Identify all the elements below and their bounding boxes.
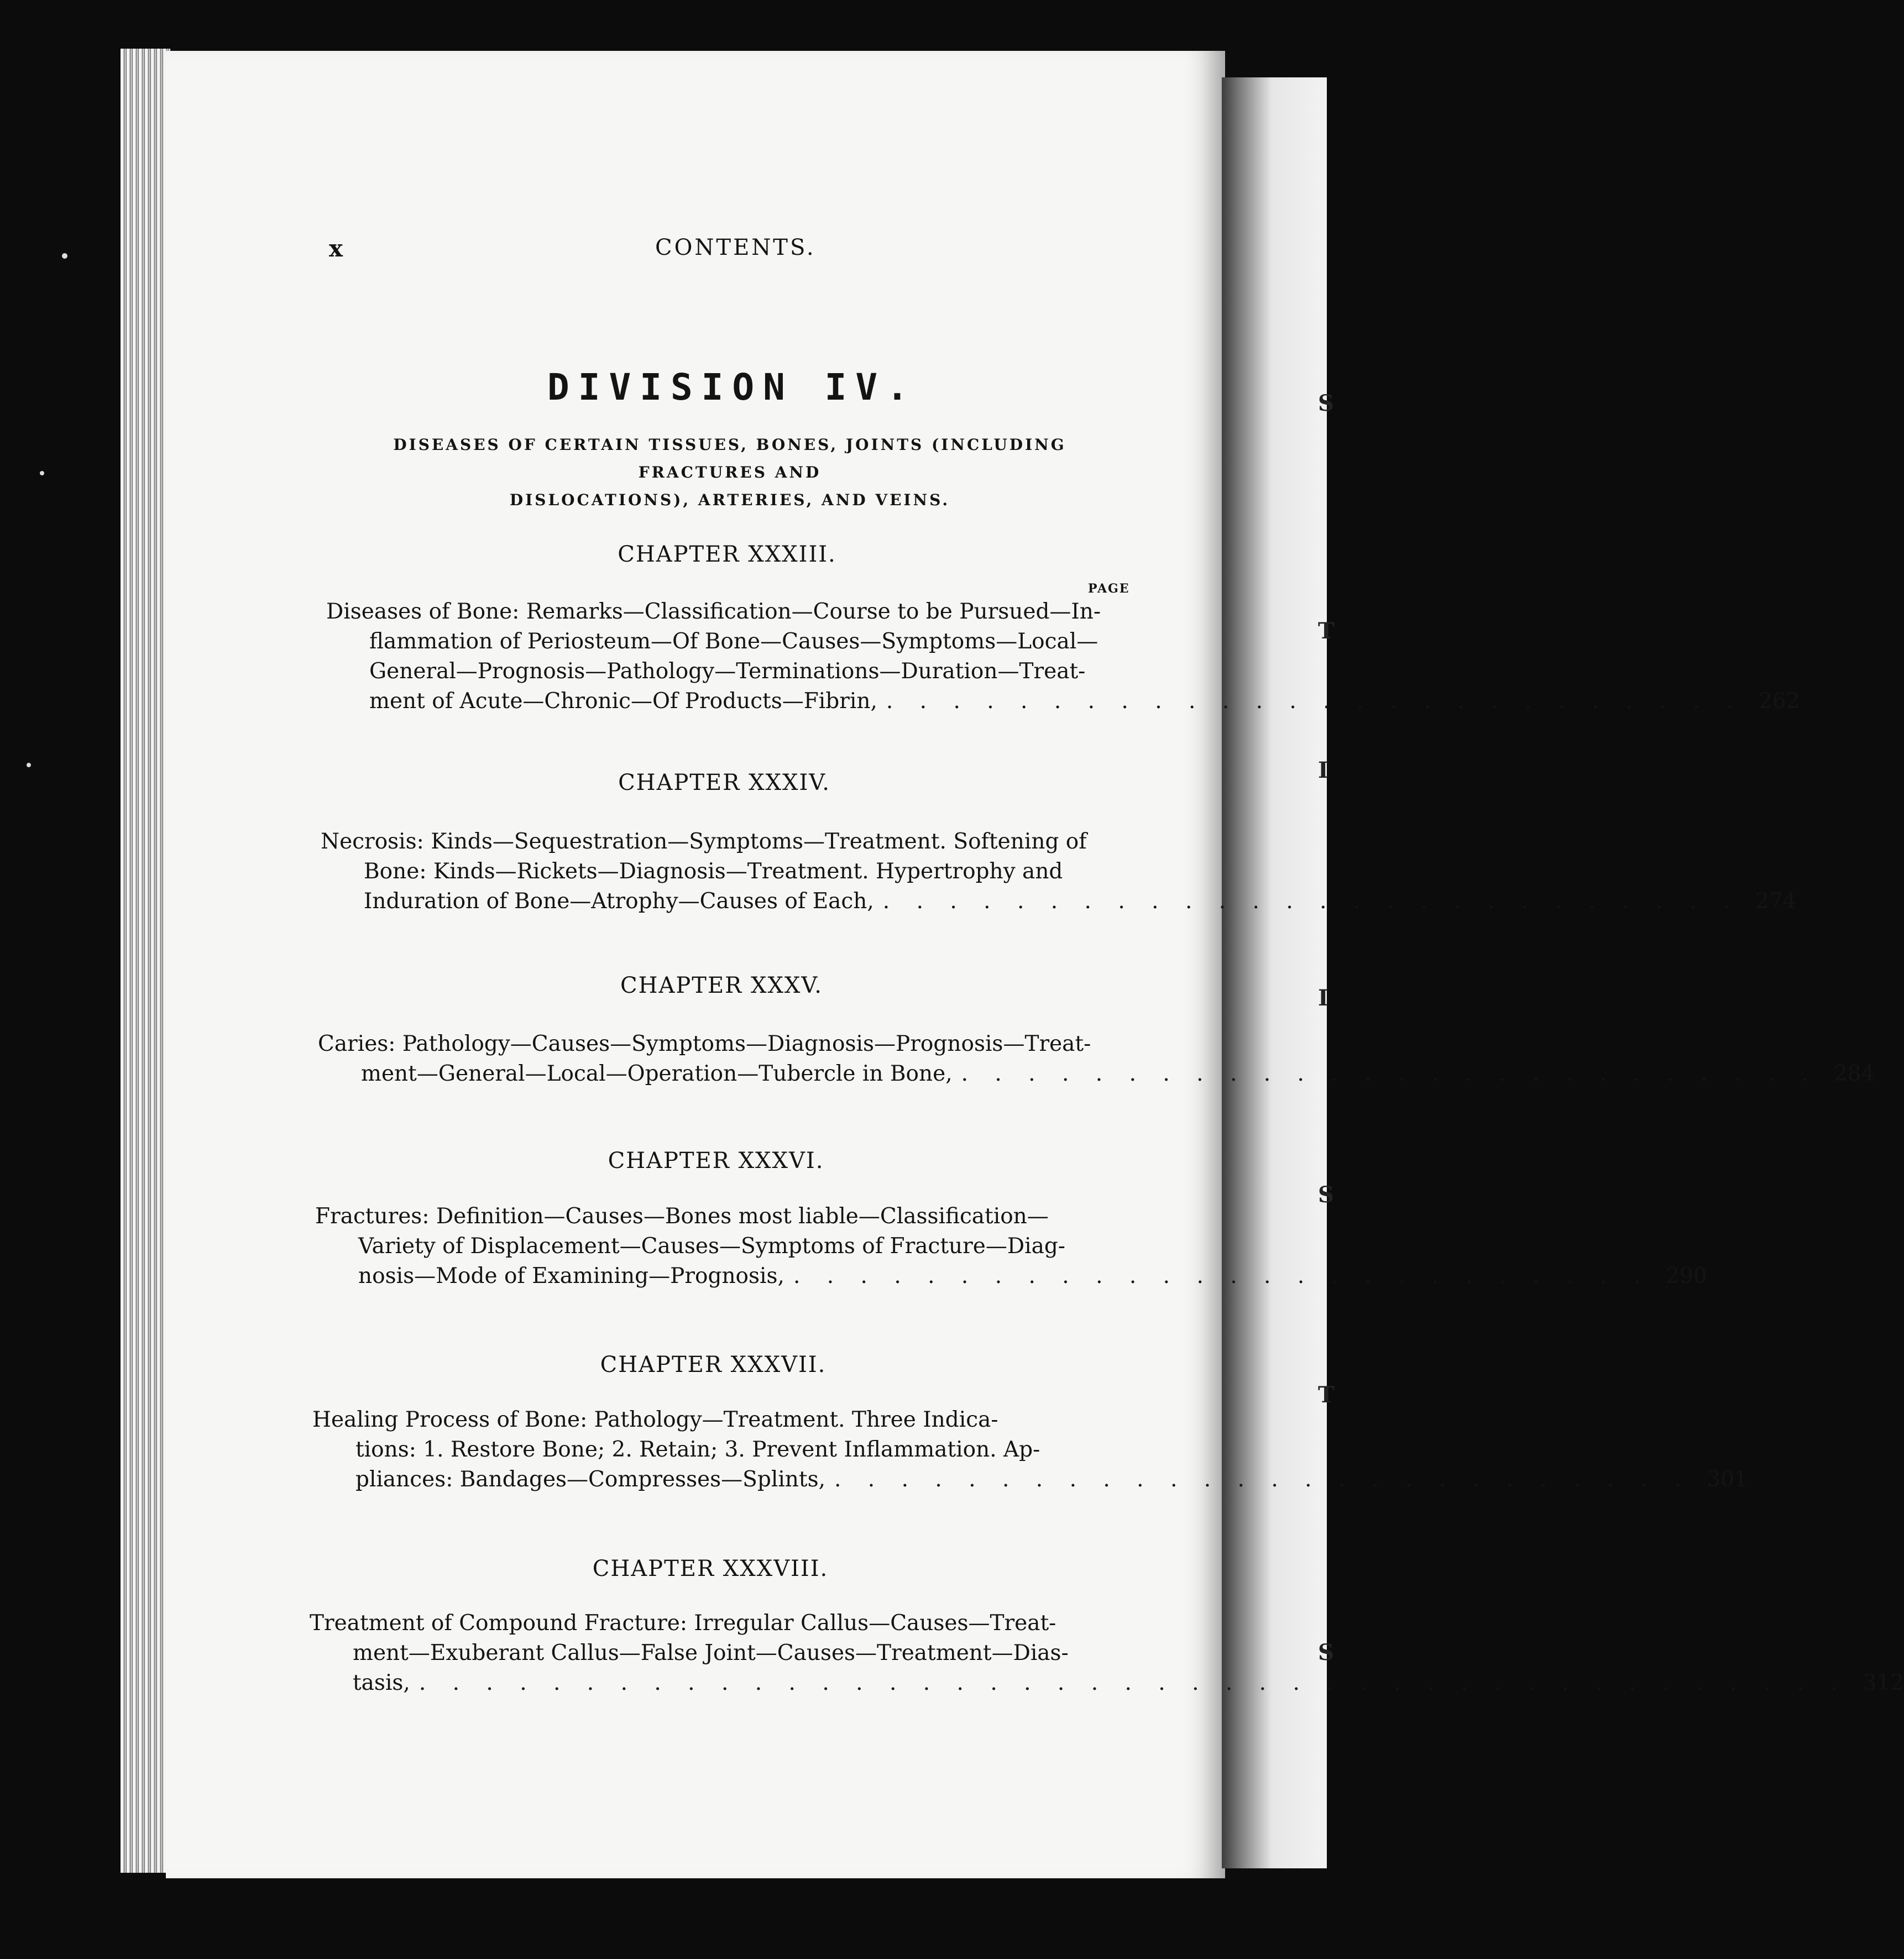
dot-leaders: . . . . . . . . . . . . . . . . . . . . . . . . . . (834, 1467, 1692, 1492)
toc-entry-line: Diseases of Bone: Remarks—Classification—Course to be Pursued—In- (326, 599, 1101, 624)
dot-leaders: . . . . . . . . . . . . . . . . . . . . . . . . . . (886, 689, 1744, 714)
scan-speck (62, 253, 67, 259)
toc-entry-line: Necrosis: Kinds—Sequestration—Symptoms—Treatment. Softening of (321, 829, 1087, 854)
toc-entry-line: Fractures: Definition—Causes—Bones most liable—Classification— (315, 1204, 1049, 1229)
toc-entry-line: Healing Process of Bone: Pathology—Treatment. Three Indica- (312, 1407, 998, 1432)
dot-leaders: . . . . . . . . . . . . . . . . . . . . . . . . . . (882, 889, 1740, 914)
toc-entry-line: nosis—Mode of Examining—Prognosis, (358, 1264, 784, 1288)
facing-page-letter: T (1318, 1382, 1335, 1408)
chapter-heading: CHAPTER XXXIII. (618, 542, 836, 567)
toc-entry-last-line (310, 1668, 1904, 1698)
page-number: 284 (1833, 1061, 1875, 1086)
toc-entry (318, 1029, 1875, 1089)
book-page (166, 51, 1225, 1878)
facing-page-letter: S (1318, 1182, 1334, 1208)
facing-page-letter: I (1318, 985, 1328, 1011)
chapter-heading: CHAPTER XXXVI. (608, 1148, 824, 1174)
chapter-heading: CHAPTER XXXV. (620, 973, 823, 998)
facing-page-letter: I (1318, 757, 1328, 783)
dot-leaders: . . . . . . . . . . . . . . . . . . . . . . . . . . . . . . . . . . . . . . . . . . . (419, 1670, 1848, 1695)
page-number: 312 (1863, 1670, 1904, 1695)
chapter-heading: CHAPTER XXXIV. (618, 770, 830, 795)
facing-page-edge (1222, 77, 1327, 1868)
division-subtitle (326, 431, 1133, 514)
toc-entry-line: ment of Acute—Chronic—Of Products—Fibrin, (369, 689, 877, 714)
toc-entry (310, 1609, 1904, 1698)
scan-speck (40, 471, 44, 475)
toc-entry-last-line (321, 887, 1797, 916)
scan-speck (27, 763, 31, 767)
toc-entry (326, 597, 1800, 716)
facing-page-letter: S (1318, 390, 1334, 416)
page-folio: x (329, 235, 343, 262)
running-title: CONTENTS. (655, 235, 816, 260)
toc-entry-line: ment—Exuberant Callus—False Joint—Causes—Treatment—Dias- (353, 1641, 1069, 1665)
division-subtitle-line: DISEASES OF CERTAIN TISSUES, BONES, JOINTS (INCLUDING FRACTURES AND (393, 436, 1066, 481)
toc-entry-line: Caries: Pathology—Causes—Symptoms—Diagnosis—Prognosis—Treat- (318, 1031, 1091, 1056)
toc-entry-line: flammation of Periosteum—Of Bone—Causes—Symptoms—Local— (369, 629, 1099, 654)
facing-page-letter: S (1318, 1640, 1334, 1665)
dot-leaders: . . . . . . . . . . . . . . . . . . . . . . . . . . (961, 1061, 1818, 1086)
toc-entry-line: Variety of Displacement—Causes—Symptoms of Fracture—Diag- (358, 1234, 1065, 1259)
toc-entry-line: Treatment of Compound Fracture: Irregular Callus—Causes—Treat- (310, 1611, 1056, 1636)
toc-entry (321, 827, 1797, 916)
page-column-label: PAGE (1088, 582, 1130, 596)
toc-entry-line: tions: 1. Restore Bone; 2. Retain; 3. Prevent Inflammation. Ap- (355, 1437, 1040, 1462)
book-spine-edge (121, 49, 170, 1873)
chapter-heading: CHAPTER XXXVII. (600, 1352, 827, 1377)
toc-entry-line: ment—General—Local—Operation—Tubercle in Bone, (361, 1061, 953, 1086)
page-number: 274 (1755, 889, 1797, 914)
dot-leaders: . . . . . . . . . . . . . . . . . . . . . . . . . . (793, 1264, 1651, 1288)
toc-entry-line: pliances: Bandages—Compresses—Splints, (355, 1467, 826, 1492)
toc-entry-line: Bone: Kinds—Rickets—Diagnosis—Treatment. Hypertrophy and (364, 859, 1063, 884)
toc-entry-line: Induration of Bone—Atrophy—Causes of Each, (364, 889, 874, 914)
toc-entry-last-line (318, 1059, 1875, 1089)
division-subtitle-line: DISLOCATIONS), ARTERIES, AND VEINS. (509, 491, 950, 509)
toc-entry (315, 1202, 1707, 1291)
toc-entry-last-line (326, 687, 1800, 716)
facing-page-letter: T (1318, 618, 1335, 644)
division-title: DIVISION IV. (547, 366, 917, 408)
page-number: 262 (1759, 689, 1800, 714)
toc-entry (312, 1405, 1748, 1495)
page-number: 290 (1666, 1264, 1707, 1288)
toc-entry-line: tasis, (353, 1670, 410, 1695)
toc-entry-line: General—Prognosis—Pathology—Terminations—Duration—Treat- (369, 659, 1086, 684)
toc-entry-last-line (312, 1465, 1748, 1495)
chapter-heading: CHAPTER XXXVIII. (592, 1556, 829, 1581)
toc-entry-last-line (315, 1261, 1707, 1291)
page-number: 301 (1707, 1467, 1748, 1492)
